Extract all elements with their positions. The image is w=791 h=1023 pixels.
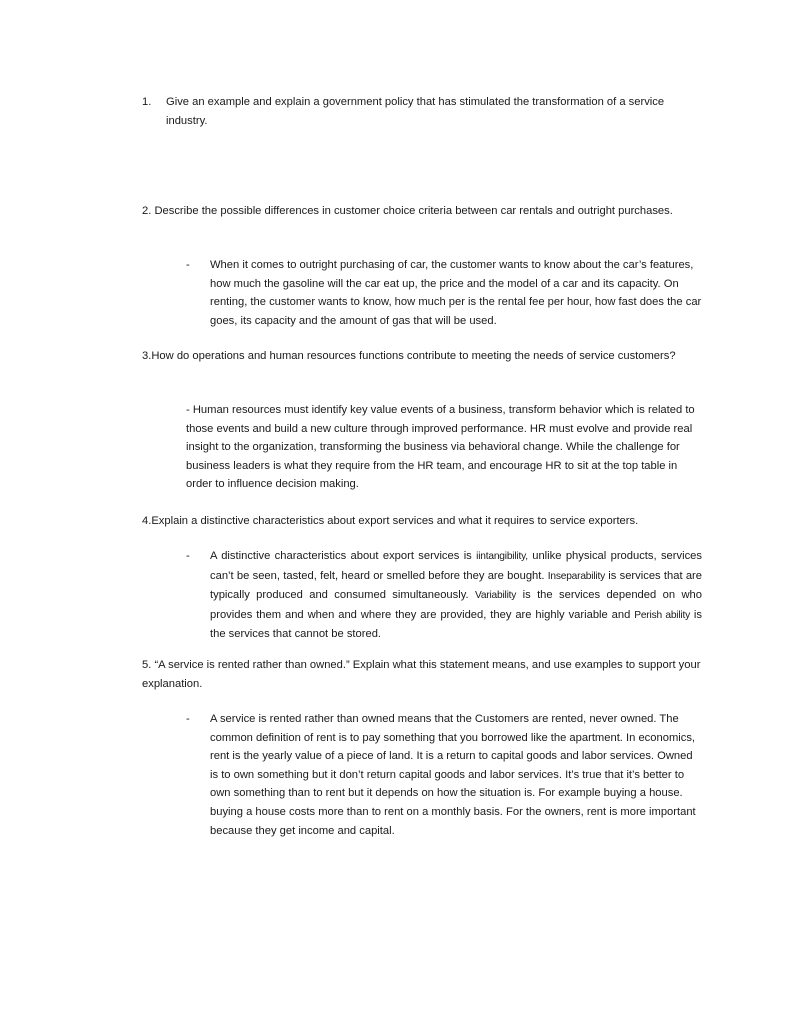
question-4-text: 4.Explain a distinctive characteristics about export services and what it requires to service exporters. — [142, 515, 639, 527]
term-intangibility: iintangibility, — [476, 551, 528, 562]
question-5-text: 5. “A service is rented rather than owned.” Explain what this statement means, and use examples to support your explanation. — [142, 659, 701, 690]
question-2-text: 2. Describe the possible differences in customer choice criteria between car rentals and outright purchases. — [142, 205, 673, 217]
answer-5-text: A service is rented rather than owned means that the Customers are rented, never owned. The common definition of rent is to pay something that you borrowed like the apartment. In economics, rent is the yearly value of a piece of land. It is a return to capital goods and labor services. Owned is to own something but it don’t return capital goods and labor services. It’s true that it’s better to own something than to rent but it depends on how the situation is. For example buying a house. buying a house costs more than to rent on a monthly basis. For the owners, rent is more important because they get income and capital. — [210, 713, 696, 837]
term-variability: Variability — [474, 590, 517, 602]
answer-4-part-2: unlike physical products, services can’t be seen, tasted, felt, heard or smelled before they are bought. — [210, 550, 702, 582]
answer-4-part-1: A distinctive characteristics about export services is — [210, 550, 477, 562]
answer-4 — [186, 547, 702, 644]
answer-5 — [186, 710, 702, 840]
answer-2 — [186, 256, 702, 330]
answer-5-bullet: - — [186, 713, 190, 725]
answer-3-text: - Human resources must identify key value events of a business, transform behavior which is related to those events and build a new culture through improved performance. HR must evolve and provide real insight to the organization, transforming the business via behavioral change. While the challenge for business leaders is what they require from the HR team, and encourage HR to sit at the top table in order to influence decision making. — [186, 404, 695, 491]
answer-2-text: When it comes to outright purchasing of car, the customer wants to know about the car’s features, how much the gasoline will the car eat up, the price and the model of a car and its capacity. On renting, the customer wants to know, how much per is the rental fee per hour, how fast does the car goes, its capacity and the amount of gas that will be used. — [210, 259, 702, 327]
question-1-number: 1. — [142, 96, 152, 108]
answer-4-bullet: - — [186, 550, 190, 562]
answer-4-part-5: is the services that cannot be stored. — [210, 608, 703, 641]
answer-4-part-4: is the services depended on who provides them and when and where they are provided, they are highly variable and — [210, 589, 702, 621]
term-perishability: Perish ability — [634, 609, 691, 621]
question-3-text: 3.How do operations and human resources functions contribute to meeting the needs of service customers? — [142, 350, 676, 362]
question-1-text: Give an example and explain a government policy that has stimulated the transformation of a service industry. — [166, 96, 665, 127]
answer-2-bullet: - — [186, 259, 190, 271]
question-1 — [142, 93, 702, 130]
answer-4-part-3: is services that are typically produced and consumed simultaneously. — [210, 569, 702, 602]
term-inseparability: Inseparability — [547, 570, 605, 582]
answer-3 — [186, 401, 702, 494]
answer-4-text — [210, 547, 702, 644]
